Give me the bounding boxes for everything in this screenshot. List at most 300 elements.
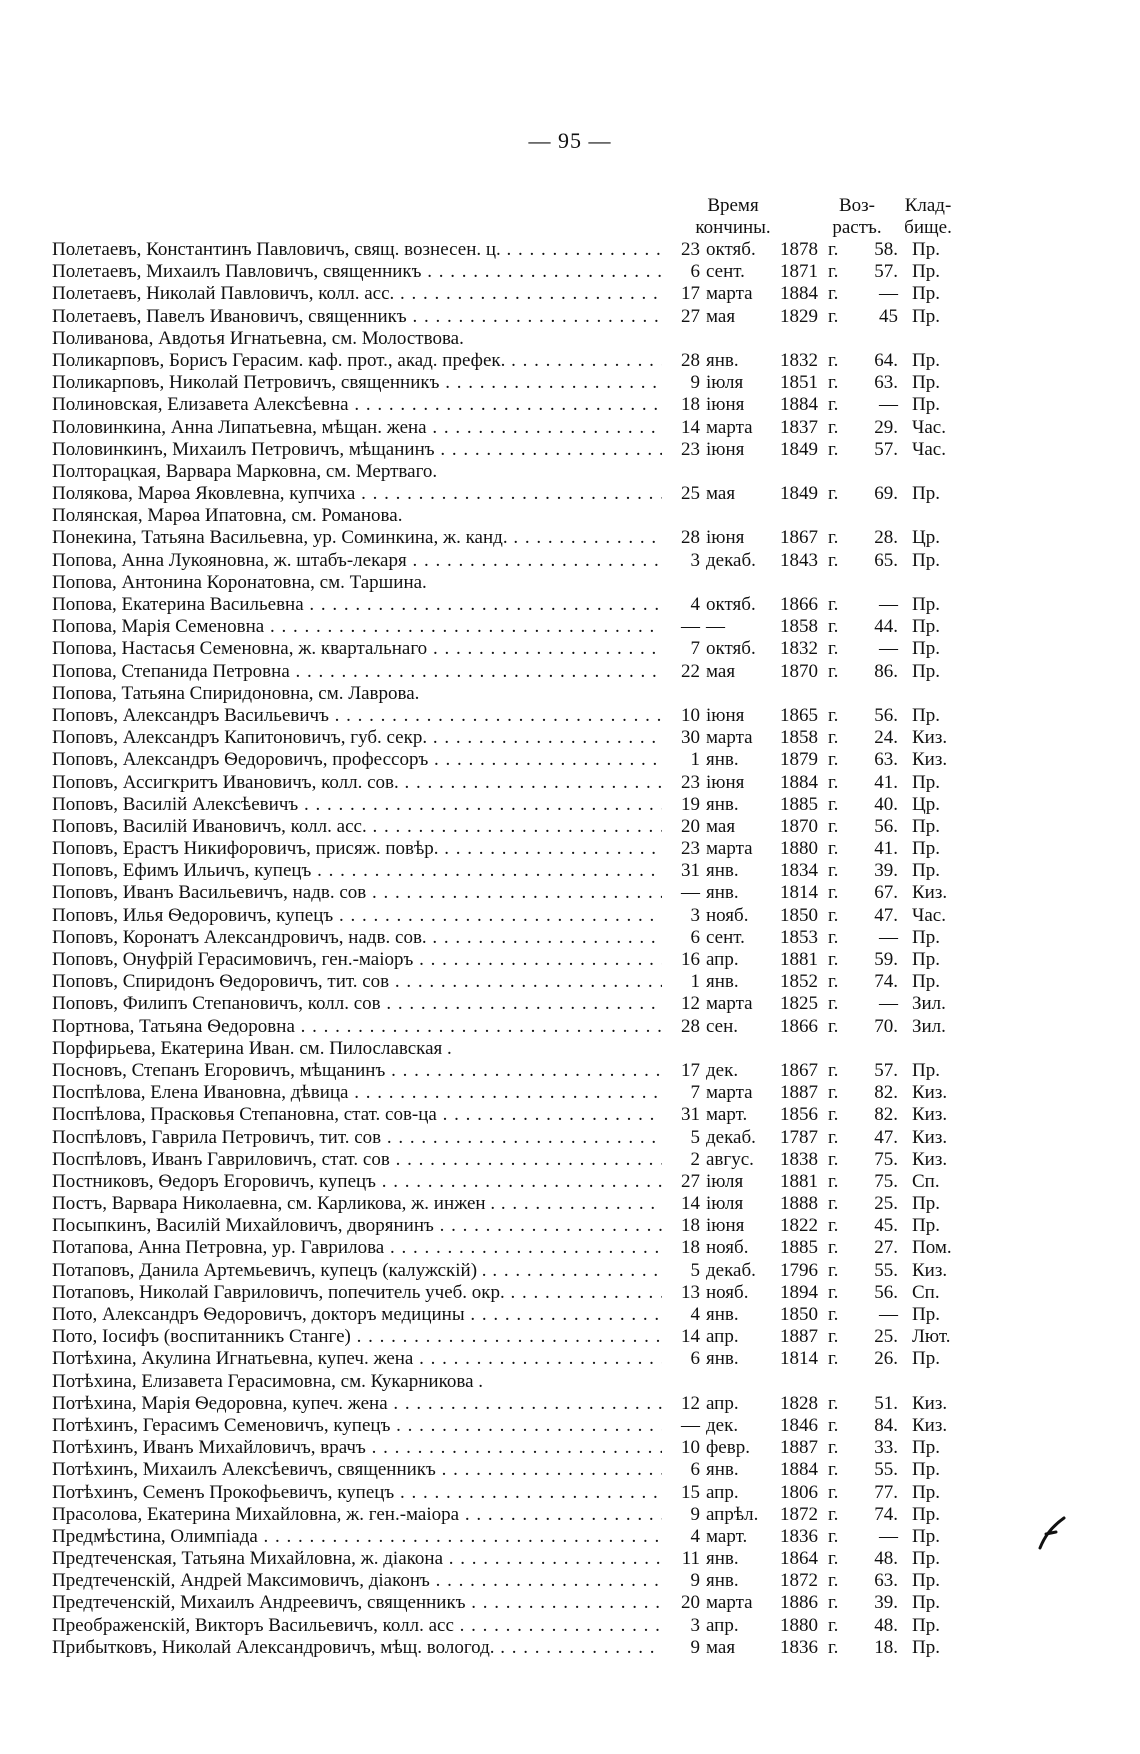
entry-name: Поликарповъ, Борисъ Герасим. каф. прот., акад. префек. . . . [52,350,662,372]
cemetery: Пр. [912,771,940,793]
death-month: янв. [706,860,739,882]
death-day: 6 [690,1459,700,1481]
death-year: 1853 [780,926,818,948]
death-month: янв. [706,1548,739,1570]
death-year: 1787 [780,1126,818,1148]
entry-name: Посыпкинъ, Василій Михайловичъ, дворянинъ . . . [52,1215,662,1237]
death-day: 12 [681,993,700,1015]
table-row [52,1592,972,1614]
death-month: октяб. [706,594,756,615]
death-month: іюня [706,527,745,549]
page-number: — 95 — [528,128,612,153]
table-row [52,616,972,638]
table-row [52,705,972,727]
age-at-death: 44. [874,616,898,638]
entry-name: Порфирьева, Екатерина Иван. см. Пилославская . [52,1037,452,1059]
table-row [52,261,972,283]
death-day: 10 [681,704,700,726]
death-month: іюня [706,704,745,726]
entry-name: Полякова, Марѳа Яковлевна, купчиха . . . [52,483,662,505]
year-abbrev: г. [828,1636,839,1658]
death-month: марта [706,727,753,749]
header-cemetery-line1: Клад- [904,195,952,216]
death-day: 13 [681,1281,700,1303]
year-abbrev: г. [828,1193,839,1215]
death-day: 25 [681,483,700,505]
table-row [52,505,972,527]
death-month: февр. [706,1437,750,1459]
table-row [52,1637,972,1659]
entry-name: Поповъ, Спиридонъ Ѳедоровичъ, тит. сов . . . [52,971,662,993]
cemetery: Пр. [912,926,940,948]
death-year: 1822 [780,1215,818,1237]
entry-name: Поповъ, Филипъ Степановичъ, колл. сов . . . [52,993,662,1015]
death-year: 1814 [780,882,818,904]
death-year: 1887 [780,1326,818,1348]
death-month: дек. [706,1059,739,1081]
entry-name: Половинкинъ, Михаилъ Петровичъ, мѣщанинъ . . . [52,439,662,461]
death-day: 28 [681,1015,700,1037]
year-abbrev: г. [828,305,839,327]
death-month: янв. [706,1570,739,1592]
table-row [52,239,972,261]
death-month: іюня [706,1215,745,1237]
table-row [52,1304,972,1326]
death-day: — [681,616,700,638]
cemetery: Пр. [912,261,940,283]
death-month: мая [706,660,736,682]
death-year: 1871 [780,261,818,283]
entry-name: Потѣхинъ, Михаилъ Алексѣевичъ, священникъ . . . [52,1459,662,1481]
death-year: 1837 [780,416,818,438]
death-year: 1858 [780,616,818,638]
death-day: — [681,1414,700,1436]
table-row [52,483,972,505]
cemetery: Пр. [912,1059,940,1081]
table-row [52,1016,972,1038]
entry-name: Поспѣлова, Елена Ивановна, дѣвица . . . [52,1082,662,1104]
age-at-death: 86. [874,660,898,682]
cemetery: Цр. [912,793,940,815]
death-month: апр. [706,1614,739,1636]
year-abbrev: г. [828,1259,839,1281]
death-year: 1850 [780,904,818,926]
cemetery: Пр. [912,1459,940,1481]
death-year: 1886 [780,1592,818,1614]
year-abbrev: г. [828,549,839,571]
death-month: іюня [706,438,745,460]
year-abbrev: г. [828,1170,839,1192]
entry-name: Пото, Александръ Ѳедоровичъ, докторъ медицины . . . [52,1304,662,1326]
table-row [52,749,972,771]
header-time-line1: Время [707,195,759,216]
death-year: 1806 [780,1481,818,1503]
death-month: іюня [706,394,745,416]
death-year: 1843 [780,549,818,571]
death-year: 1887 [780,1437,818,1459]
cemetery: Лют. [912,1326,951,1348]
age-at-death: — [879,926,898,948]
death-day: 4 [690,1525,700,1547]
death-month: марта [706,993,753,1015]
death-day: 17 [681,1059,700,1081]
death-month: март. [706,1104,748,1126]
death-month: іюля [706,1193,744,1215]
year-abbrev: г. [828,1614,839,1636]
cemetery: Пр. [912,815,940,837]
age-at-death: 48. [874,1614,898,1636]
entry-name: Поповъ, Василій Алексѣевичъ . . . [52,794,662,816]
entry-name: Полторацкая, Варвара Марковна, см. Мертваго. [52,460,438,482]
death-month: сент. [706,261,745,283]
age-at-death: 47. [874,1126,898,1148]
cemetery: Пр. [912,971,940,993]
death-day: 22 [681,660,700,682]
death-day: 9 [690,372,700,394]
table-row [52,372,972,394]
death-month: сен. [706,1015,739,1037]
death-month: сент. [706,926,745,948]
year-abbrev: г. [828,239,839,260]
year-abbrev: г. [828,1326,839,1348]
death-year: 1894 [780,1281,818,1303]
age-at-death: 82. [874,1104,898,1126]
death-year: 1850 [780,1304,818,1325]
death-year: 1832 [780,349,818,371]
cemetery: Пр. [912,1215,940,1237]
age-at-death: 55. [874,1459,898,1481]
death-day: 6 [690,261,700,283]
cemetery: Зил. [912,993,946,1015]
age-at-death: 82. [874,1082,898,1104]
table-row [52,1371,972,1393]
table-row [52,594,972,616]
entry-name: Поповъ, Илья Ѳедоровичъ, купецъ . . . [52,905,662,927]
entry-name: Потѣхина, Акулина Игнатьевна, купеч. жена . . . [52,1348,662,1370]
death-day: 1 [690,971,700,993]
entry-name: Постниковъ, Ѳедоръ Егоровичъ, купецъ . . . [52,1171,662,1193]
age-at-death: 56. [874,1281,898,1303]
death-month: мая [706,1636,736,1658]
table-row [52,328,972,350]
table-row [52,971,972,993]
entry-name: Полетаевъ, Павелъ Ивановичъ, священникъ . . . [52,306,662,328]
death-month: нояб. [706,1281,749,1303]
death-day: 27 [681,305,700,327]
cemetery: Пр. [912,1193,940,1215]
entry-name: Попова, Анна Лукояновна, ж. штабъ-лекаря . . . [52,550,662,572]
death-day: 12 [681,1392,700,1414]
table-row [52,1149,972,1171]
death-year: 1867 [780,1059,818,1081]
year-abbrev: г. [828,1304,839,1325]
table-row [52,1127,972,1149]
table-row [52,1104,972,1126]
year-abbrev: г. [828,904,839,926]
death-day: 28 [681,527,700,549]
year-abbrev: г. [828,1392,839,1414]
year-abbrev: г. [828,283,839,305]
death-month: янв. [706,971,739,993]
cemetery: Зил. [912,1015,946,1037]
table-row [52,1282,972,1304]
table-row [52,283,972,305]
age-at-death: — [879,993,898,1015]
year-abbrev: г. [828,1348,839,1370]
entry-name: Потапова, Анна Петровна, ур. Гаврилова . . . [52,1237,662,1259]
year-abbrev: г. [828,616,839,638]
death-year: 1879 [780,749,818,771]
age-at-death: — [879,1304,898,1325]
age-at-death: 74. [874,1503,898,1525]
entry-name: Прасолова, Екатерина Михайловна, ж. ген.-маіора . . . [52,1504,662,1526]
entry-name: Поповъ, Онуфрій Герасимовичъ, ген.-маіоръ . . . [52,949,662,971]
death-month: апр. [706,1481,739,1503]
year-abbrev: г. [828,993,839,1015]
age-at-death: 64. [874,349,898,371]
age-at-death: — [879,638,898,660]
death-month: іюля [706,372,744,394]
year-abbrev: г. [828,793,839,815]
year-abbrev: г. [828,1459,839,1481]
entry-name: Попова, Татьяна Спиридоновна, см. Лаврова. [52,682,420,704]
age-at-death: 39. [874,860,898,882]
cemetery: Пр. [912,949,940,970]
table-row [52,816,972,838]
death-year: 1881 [780,1170,818,1192]
year-abbrev: г. [828,1570,839,1592]
death-day: 3 [690,904,700,926]
cemetery: Час. [912,904,946,926]
age-at-death: — [879,594,898,615]
age-at-death: 63. [874,372,898,394]
death-year: 1851 [780,372,818,394]
entry-name: Предтеченская, Татьяна Михайловна, ж. діакона . . . [52,1548,662,1570]
age-at-death: 51. [874,1392,898,1414]
cemetery: Киз. [912,1148,948,1170]
death-year: 1881 [780,949,818,970]
death-day: 4 [690,1304,700,1325]
death-year: 1832 [780,638,818,660]
table-row [52,1171,972,1193]
year-abbrev: г. [828,1525,839,1547]
year-abbrev: г. [828,660,839,682]
age-at-death: 63. [874,749,898,771]
table-row [52,1482,972,1504]
year-abbrev: г. [828,727,839,749]
year-abbrev: г. [828,860,839,882]
cemetery: Пр. [912,1548,940,1570]
cemetery: Пом. [912,1237,952,1259]
death-year: 1838 [780,1148,818,1170]
age-at-death: 70. [874,1015,898,1037]
table-row [52,417,972,439]
death-day: 7 [690,638,700,660]
cemetery: Киз. [912,1259,948,1281]
year-abbrev: г. [828,749,839,771]
year-abbrev: г. [828,1082,839,1104]
entry-name: Поливанова, Авдотья Игнатьевна, см. Молоствова. [52,327,464,349]
death-month: апр. [706,1392,739,1414]
year-abbrev: г. [828,1281,839,1303]
table-row [52,439,972,461]
year-abbrev: г. [828,1414,839,1436]
table-row [52,1570,972,1592]
death-month: дек. [706,1414,739,1436]
table-row [52,727,972,749]
death-day: 18 [681,394,700,416]
cemetery: Пр. [912,1348,940,1370]
year-abbrev: г. [828,1059,839,1081]
cemetery: Пр. [912,483,940,505]
table-row [52,927,972,949]
cemetery: Пр. [912,1570,940,1592]
table-row [52,838,972,860]
cemetery: Пр. [912,1481,940,1503]
death-month: мая [706,483,736,505]
year-abbrev: г. [828,483,839,505]
death-year: 1888 [780,1193,818,1215]
entry-name: Потѣхинъ, Иванъ Михайловичъ, врачъ . . . [52,1437,662,1459]
death-day: 3 [690,549,700,571]
death-year: 1834 [780,860,818,882]
entry-name: Потѣхина, Марія Ѳедоровна, купеч. жена . . . [52,1393,662,1415]
entry-name: Половинкина, Анна Липатьевна, мѣщан. жена . . . [52,417,662,439]
cemetery: Сп. [912,1170,940,1192]
death-year: 1796 [780,1259,818,1281]
table-row [52,949,972,971]
cemetery: Пр. [912,660,940,682]
year-abbrev: г. [828,527,839,549]
death-day: 28 [681,349,700,371]
death-year: 1865 [780,704,818,726]
entry-name: Полетаевъ, Николай Павловичъ, колл. асс. . . . [52,283,662,305]
table-row [52,461,972,483]
death-month: янв. [706,1459,739,1481]
year-abbrev: г. [828,1592,839,1614]
entry-name: Поспѣловъ, Иванъ Гавриловичъ, стат. сов . . . [52,1149,662,1171]
death-day: 9 [690,1503,700,1525]
death-day: 2 [690,1148,700,1170]
death-month: мая [706,815,736,837]
age-at-death: 39. [874,1592,898,1614]
table-row [52,1260,972,1282]
year-abbrev: г. [828,638,839,660]
age-at-death: 25. [874,1326,898,1348]
death-month: марта [706,838,753,860]
year-abbrev: г. [828,1481,839,1503]
death-year: 1884 [780,394,818,416]
age-at-death: 69. [874,483,898,505]
death-day: 6 [690,1348,700,1370]
table-row [52,527,972,549]
cemetery: Киз. [912,1082,948,1104]
age-at-death: 57. [874,438,898,460]
table-row [52,1348,972,1370]
entry-name: Полетаевъ, Константинъ Павловичъ, свящ. вознесен. ц. . . . [52,239,662,261]
cemetery: Киз. [912,882,948,904]
death-month: янв. [706,1304,739,1325]
cemetery: Пр. [912,638,940,660]
death-year: 1856 [780,1104,818,1126]
death-month: авгус. [706,1148,754,1170]
age-at-death: 65. [874,549,898,571]
entry-name: Потѣхинъ, Семенъ Прокофьевичъ, купецъ . . . [52,1482,662,1504]
cemetery: Пр. [912,372,940,394]
death-year: 1852 [780,971,818,993]
table-row [52,394,972,416]
entry-name: Поповъ, Иванъ Васильевичъ, надв. сов . . . [52,882,662,904]
cemetery: Киз. [912,1126,948,1148]
death-day: 10 [681,1437,700,1459]
table-row [52,1393,972,1415]
cemetery: Киз. [912,1104,948,1126]
cemetery: Пр. [912,549,940,571]
death-year: 1849 [780,438,818,460]
death-year: 1836 [780,1525,818,1547]
entry-name: Потаповъ, Николай Гавриловичъ, попечитель учеб. окр. . . . [52,1282,662,1304]
cemetery: Пр. [912,394,940,416]
death-month: янв. [706,749,739,771]
table-row [52,1437,972,1459]
cemetery: Пр. [912,1525,940,1547]
death-month: нояб. [706,904,749,926]
table-row [52,550,972,572]
age-at-death: 29. [874,416,898,438]
age-at-death: 56. [874,815,898,837]
entry-name: Поповъ, Василій Ивановичъ, колл. асс. . . . [52,816,662,838]
death-month: апр. [706,949,739,970]
death-month: мая [706,305,736,327]
death-day: 9 [690,1570,700,1592]
year-abbrev: г. [828,349,839,371]
table-row [52,1548,972,1570]
death-day: 14 [681,1326,700,1348]
death-month: янв. [706,793,739,815]
death-day: 19 [681,793,700,815]
year-abbrev: г. [828,971,839,993]
header-time-line2: кончины. [695,217,771,238]
age-at-death: 84. [874,1414,898,1436]
pen-mark-icon [1034,1512,1070,1552]
death-month: янв. [706,1348,739,1370]
year-abbrev: г. [828,704,839,726]
death-month: іюля [706,1170,744,1192]
death-day: 31 [681,1104,700,1126]
entry-name: Полетаевъ, Михаилъ Павловичъ, священникъ . . . [52,261,662,283]
death-month: декаб. [706,1259,756,1281]
year-abbrev: г. [828,1503,839,1525]
death-day: 5 [690,1126,700,1148]
year-abbrev: г. [828,1126,839,1148]
table-row [52,1060,972,1082]
death-month: марта [706,416,753,438]
death-day: 9 [690,1636,700,1658]
death-month: апр. [706,1326,739,1348]
year-abbrev: г. [828,926,839,948]
cemetery: Киз. [912,727,948,749]
cemetery: Пр. [912,704,940,726]
age-at-death: 33. [874,1437,898,1459]
entry-name: Предтеченскій, Михаилъ Андреевичъ, священникъ . . . [52,1592,662,1614]
year-abbrev: г. [828,1215,839,1237]
death-year: 1880 [780,1614,818,1636]
entry-name: Потаповъ, Данила Артемьевичъ, купецъ (калужскій) . . . . [52,1260,662,1282]
cemetery: Пр. [912,1437,940,1459]
entry-name: Посновъ, Степанъ Егоровичъ, мѣщанинъ . . . [52,1060,662,1082]
cemetery: Час. [912,438,946,460]
death-month: янв. [706,349,739,371]
